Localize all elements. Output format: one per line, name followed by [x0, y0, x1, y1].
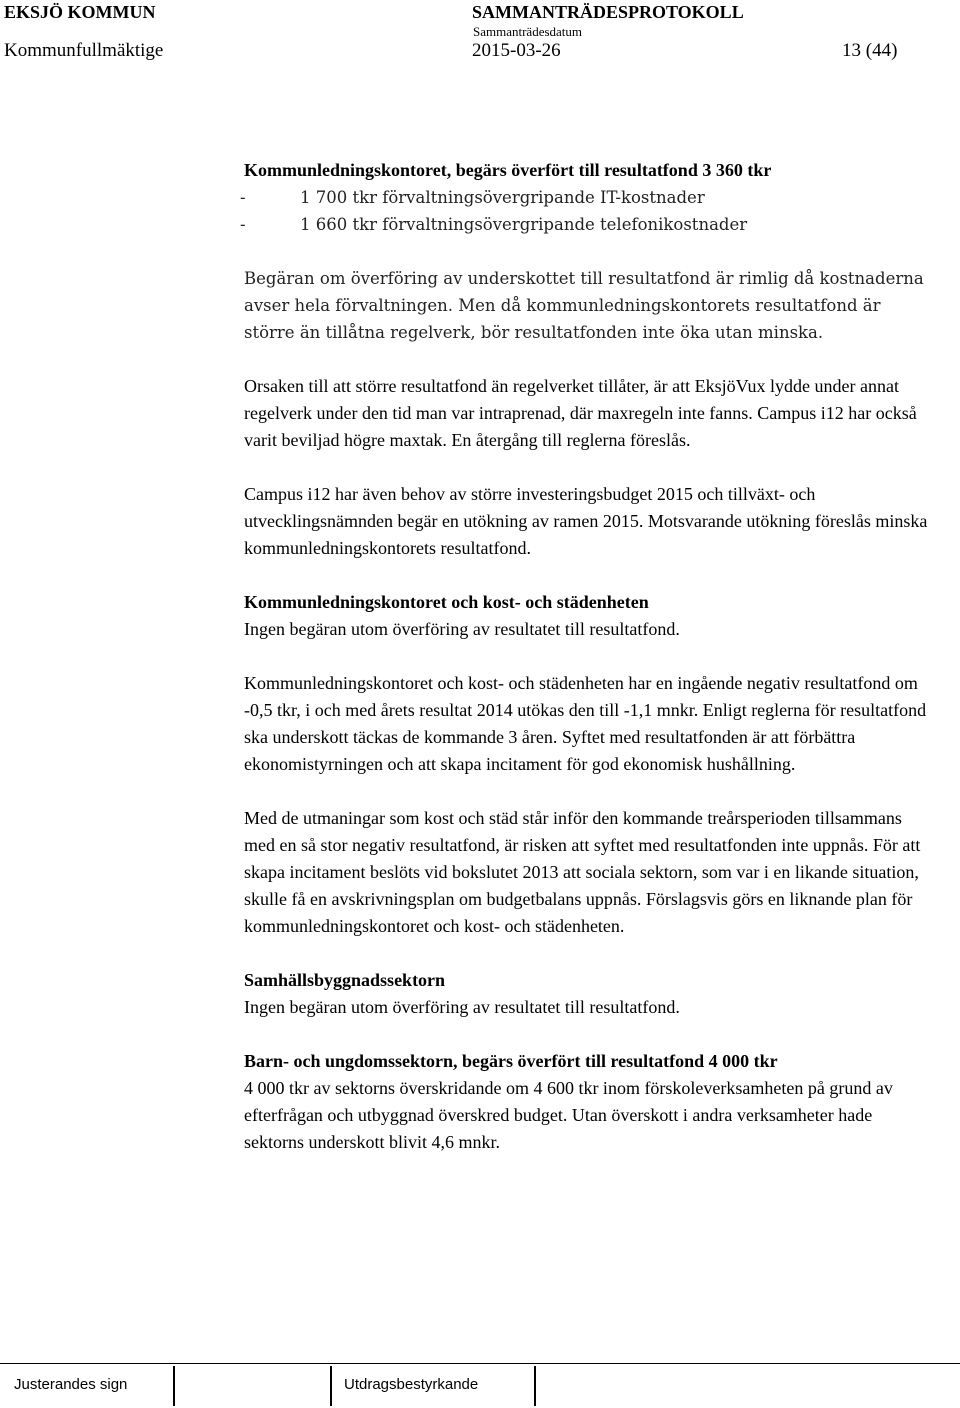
list-item	[240, 184, 934, 211]
paragraph: 4 000 tkr av sektorns överskridande om 4 600 tkr inom förskoleverksamheten på grund av efterfrågan och utbyggnad överskred budget. Utan överskott i andra verksamheter hade sektorns underskott blivit 4,6 mnkr.	[244, 1078, 893, 1152]
footer-divider	[173, 1366, 175, 1406]
date-label: Sammanträdesdatum	[473, 24, 583, 39]
paragraph: Ingen begäran utom överföring av resultatet till resultatfond.	[244, 619, 680, 639]
list-item	[240, 211, 934, 238]
meeting-date: 2015-03-26	[472, 40, 561, 61]
document-body	[240, 157, 934, 1156]
footer-label-utdragsbestyrkande: Utdragsbestyrkande	[344, 1376, 479, 1393]
footer-divider	[534, 1366, 536, 1406]
list-item-text: 1 700 tkr förvaltningsövergripande IT-kostnader	[300, 188, 705, 207]
footer-divider	[330, 1366, 332, 1406]
governing-body: Kommunfullmäktige	[4, 40, 164, 61]
paragraph: Begäran om överföring av underskottet till resultatfond är rimlig då kostnaderna avser hela förvaltningen. Men då kommunledningskontorets resultatfond är större än tillåtna regelverk, bör resultatfonden inte öka utan minska.	[244, 269, 924, 342]
page-number: 13 (44)	[842, 40, 898, 61]
paragraph: Kommunledningskontoret och kost- och städenheten har en ingående negativ resultatfond om -0,5 tkr, i och med årets resultat 2014 utökas den till -1,1 mnkr. Enligt reglerna för resultatfond ska underskott täckas de kommande 3 åren. Syftet med resultatfonden är att förbättra ekonomistyrningen och att skapa incitament för god ekonomisk hushållning.	[244, 673, 927, 774]
paragraph: Ingen begäran utom överföring av resultatet till resultatfond.	[244, 997, 680, 1017]
section-heading-kost-och-stad: Kommunledningskontoret och kost- och städenheten	[244, 592, 649, 612]
header-row-1	[0, 2, 960, 26]
section-heading-samhallsbyggnad: Samhällsbyggnadssektorn	[244, 970, 446, 990]
organization-name: EKSJÖ KOMMUN	[4, 2, 156, 22]
paragraph: Orsaken till att större resultatfond än regelverket tillåter, är att EksjöVux lydde under annat regelverk under den tid man var intraprenad, där maxregeln inte fanns. Campus i12 har också varit beviljad högre maxtak. En återgång till reglerna föreslås.	[244, 376, 917, 450]
paragraph: Campus i12 har även behov av större investeringsbudget 2015 och tillväxt- och utvecklingsnämnden begär en utökning av ramen 2015. Motsvarande utökning föreslås minska kommunledningskontorets resultatfond.	[244, 484, 928, 558]
list-dash: -	[240, 215, 246, 234]
header-row-2	[0, 40, 960, 66]
list-item-text: 1 660 tkr förvaltningsövergripande telefonikostnader	[300, 215, 748, 234]
signature-footer	[0, 1363, 960, 1408]
footer-label-justerandes-sign: Justerandes sign	[14, 1376, 128, 1393]
paragraph: Med de utmaningar som kost och städ står inför den kommande treårsperioden tillsammans med en så stor negativ resultatfond, är risken att syftet med resultatfonden inte uppnås. För att skapa incitament beslöts vid bokslutet 2013 att sociala sektorn, som var i en likande situation, skulle få en avskrivningsplan om budgetbalans uppnås. Förslagsvis görs en liknande plan för kommunledningskontoret och kost- och städenheten.	[244, 808, 921, 936]
list-dash: -	[240, 188, 246, 207]
section-heading-kommunledningskontoret: Kommunledningskontoret, begärs överfört till resultatfond 3 360 tkr	[244, 160, 772, 180]
section-heading-barn-och-ungdom: Barn- och ungdomssektorn, begärs överfört till resultatfond 4 000 tkr	[244, 1051, 778, 1071]
document-title: SAMMANTRÄDESPROTOKOLL	[472, 2, 744, 22]
